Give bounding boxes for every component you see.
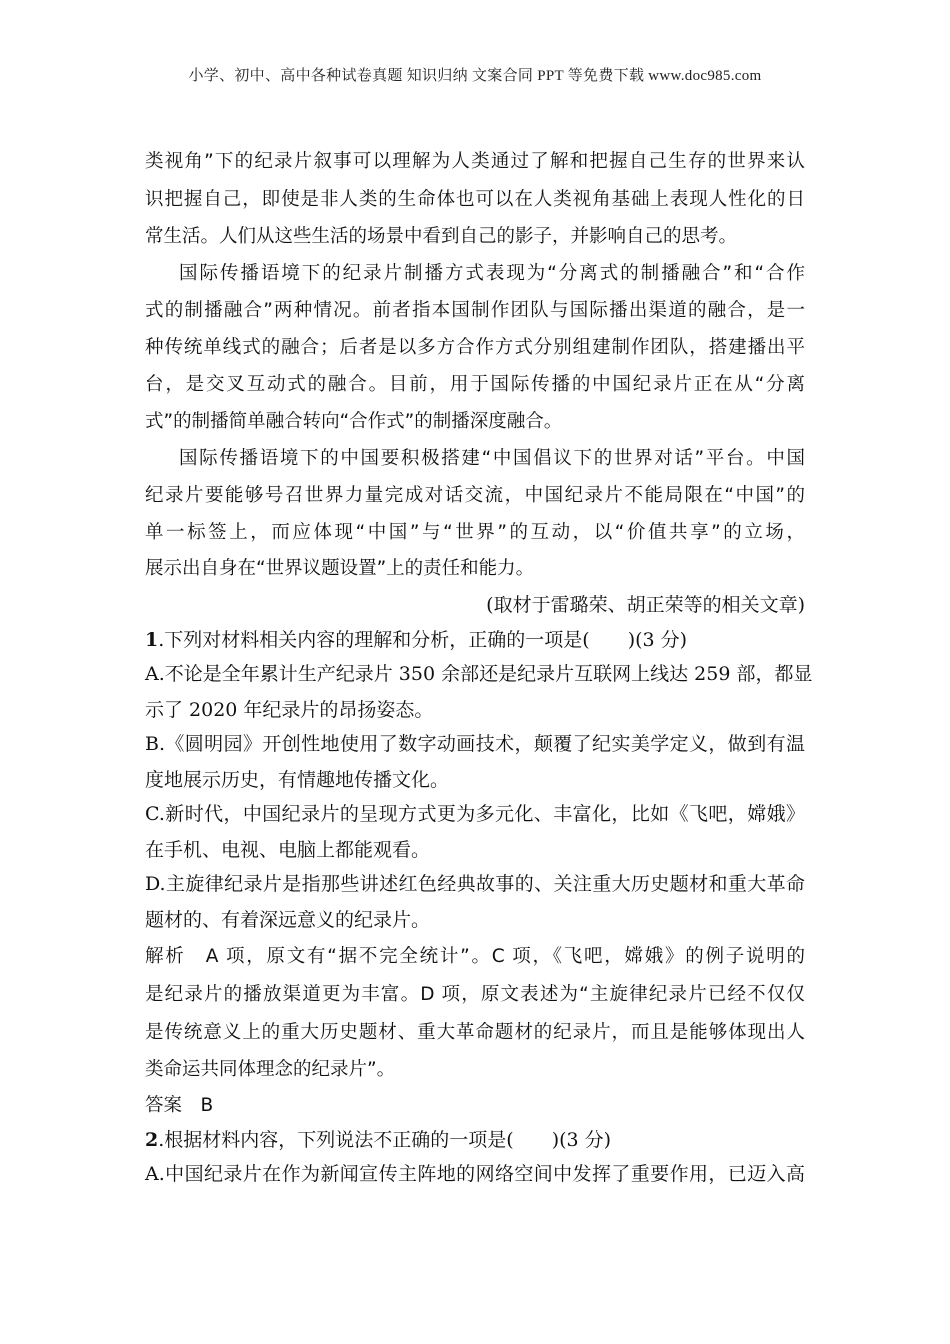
answer-line: 答案 B (145, 1095, 214, 1116)
analysis-line: 解析 A 项，原文有“据不完全统计”。C 项，《飞吧，嫦娥》的例子说明的 (145, 946, 805, 967)
text-line: 单一标签上，而应体现“中国”与“世界”的互动，以“价值共享”的立场， (145, 522, 805, 543)
question-2-stem (145, 1128, 805, 1152)
text-line: 识把握自己，即使是非人类的生命体也可以在人类视角基础上表现人性化的日 (145, 189, 805, 210)
source-citation: (取材于雷璐荣、胡正荣等的相关文章) (486, 594, 805, 616)
option-b-line: 度地展示历史，有情趣地传播文化。 (145, 769, 450, 791)
analysis-line: 是传统意义上的重大历史题材、重大革命题材的纪录片，而且是能够体现出人 (145, 1022, 805, 1043)
question-number: 1 (145, 629, 159, 651)
text-line: 国际传播语境下的中国要积极搭建“中国倡议下的世界对话”平台。中国 (179, 448, 805, 469)
text-line: 台，是交叉互动式的融合。目前，用于国际传播的中国纪录片正在从“分离 (145, 374, 805, 395)
option-a-line: A.中国纪录片在作为新闻宣传主阵地的网络空间中发挥了重要作用，已迈入高 (145, 1163, 805, 1185)
text-line: 纪录片要能够号召世界力量完成对话交流，中国纪录片不能局限在“中国”的 (145, 485, 805, 506)
analysis-line: 类命运共同体理念的纪录片”。 (145, 1059, 396, 1080)
question-number: 2 (145, 1129, 159, 1151)
option-d-line: D.主旋律纪录片是指那些讲述红色经典故事的、关注重大历史题材和重大革命 (145, 873, 805, 895)
text-line: 式”的制播简单融合转向“合作式”的制播深度融合。 (145, 411, 563, 432)
option-c-line: C.新时代，中国纪录片的呈现方式更为多元化、丰富化，比如《飞吧，嫦娥》 (145, 803, 805, 825)
question-text: .根据材料内容，下列说法不正确的一项是( )(3 分) (158, 1129, 612, 1151)
option-a-line: 示了 2020 年纪录片的昂扬姿态。 (145, 699, 434, 721)
text-line: 式的制播融合”两种情况。前者指本国制作团队与国际播出渠道的融合，是一 (145, 300, 805, 321)
question-1-stem (145, 628, 805, 652)
option-d-line: 题材的、有着深远意义的纪录片。 (145, 909, 431, 931)
text-line: 展示出自身在“世界议题设置”上的责任和能力。 (145, 558, 535, 579)
text-line: 类视角”下的纪录片叙事可以理解为人类通过了解和把握自己生存的世界来认 (145, 151, 805, 172)
question-text: .下列对材料相关内容的理解和分析，正确的一项是( )(3 分) (158, 629, 688, 651)
option-b-line: B.《圆明园》开创性地使用了数字动画技术，颠覆了纪实美学定义，做到有温 (145, 733, 805, 755)
text-line: 国际传播语境下的纪录片制播方式表现为“分离式的制播融合”和“合作 (179, 263, 805, 284)
page-header: 小学、初中、高中各种试卷真题 知识归纳 文案合同 PPT 等免费下载 www.doc985.com (188, 68, 762, 84)
option-a-line: A.不论是全年累计生产纪录片 350 余部还是纪录片互联网上线达 259 部，都显 (145, 663, 813, 685)
text-line: 常生活。人们从这些生活的场景中看到自己的影子，并影响自己的思考。 (145, 226, 738, 247)
text-line: 种传统单线式的融合；后者是以多方合作方式分别组建制作团队，搭建播出平 (145, 337, 805, 358)
analysis-line: 是纪录片的播放渠道更为丰富。D 项，原文表述为“主旋律纪录片已经不仅仅 (145, 984, 805, 1005)
option-c-line: 在手机、电视、电脑上都能观看。 (145, 839, 431, 861)
